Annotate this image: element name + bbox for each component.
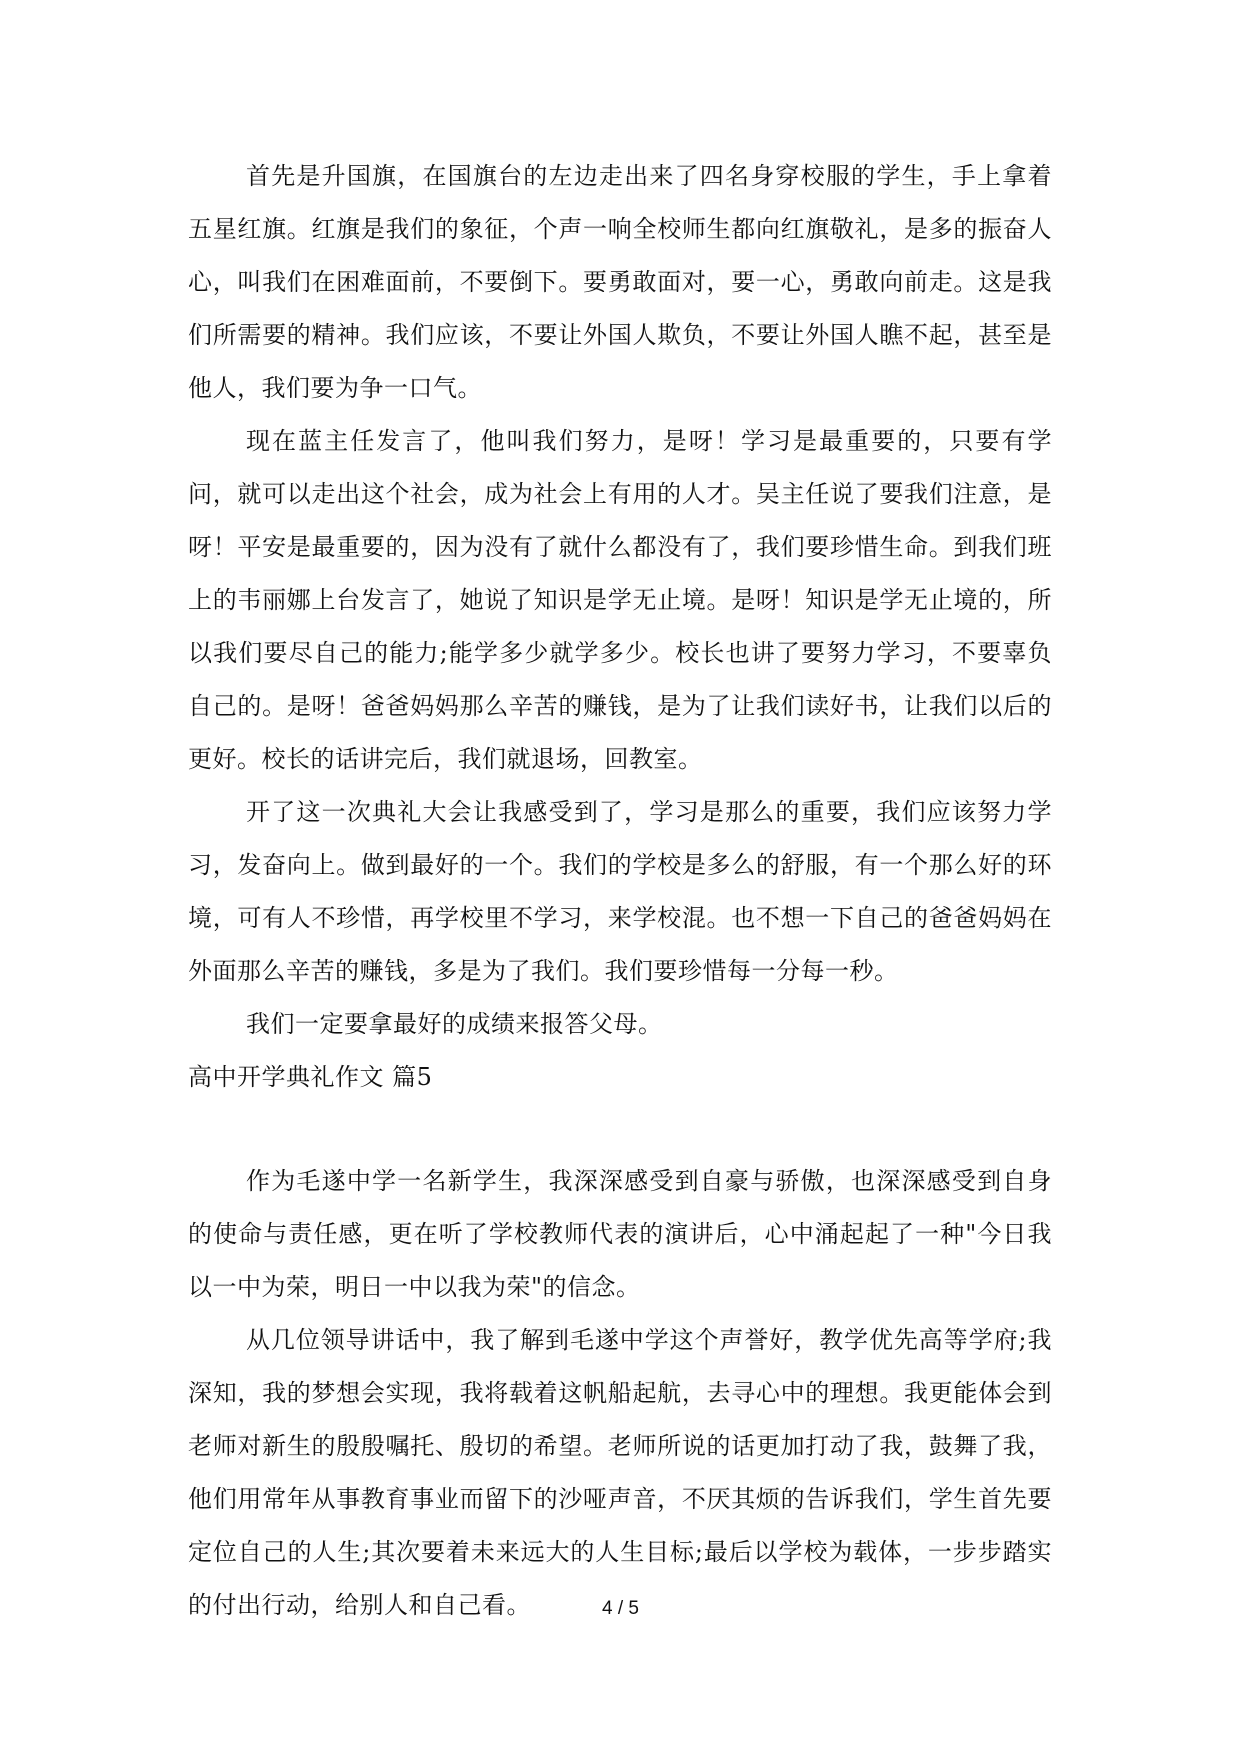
- page-number: 4 / 5: [602, 1598, 639, 1619]
- section-spacer: [188, 1104, 1052, 1155]
- document-body: [188, 150, 1052, 1632]
- paragraph: 现在蓝主任发言了，他叫我们努力，是呀！学习是最重要的，只要有学问，就可以走出这个社会，成为社会上有用的人才。吴主任说了要我们注意，是呀！平安是最重要的，因为没有了就什么都没有了，我们要珍惜生命。到我们班上的韦丽娜上台发言了，她说了知识是学无止境。是呀！知识是学无止境的，所以我们要尽自己的能力;能学多少就学多少。校长也讲了要努力学习，不要辜负自己的。是呀！爸爸妈妈那么辛苦的赚钱，是为了让我们读好书，让我们以后的更好。校长的话讲完后，我们就退场，回教室。: [188, 427, 1052, 773]
- paragraph: 作为毛遂中学一名新学生，我深深感受到自豪与骄傲，也深深感受到自身的使命与责任感，更在听了学校教师代表的演讲后，心中涌起起了一种"今日我以一中为荣，明日一中以我为荣"的信念。: [188, 1167, 1052, 1301]
- paragraph: 我们一定要拿最好的成绩来报答父母。: [246, 1010, 663, 1038]
- paragraph: 开了这一次典礼大会让我感受到了，学习是那么的重要，我们应该努力学习，发奋向上。做到最好的一个。我们的学校是多么的舒服，有一个那么好的环境，可有人不珍惜，再学校里不学习，来学校混。也不想一下自己的爸爸妈妈在外面那么辛苦的赚钱，多是为了我们。我们要珍惜每一分每一秒。: [188, 798, 1052, 985]
- section-heading: 高中开学典礼作文 篇5: [188, 1063, 433, 1091]
- paragraph: 从几位领导讲话中，我了解到毛遂中学这个声誉好，教学优先高等学府;我深知，我的梦想会实现，我将载着这帆船起航，去寻心中的理想。我更能体会到老师对新生的殷殷嘱托、殷切的希望。老师所说的话更加打动了我，鼓舞了我，他们用常年从事教育事业而留下的沙哑声音，不厌其烦的告诉我们，学生首先要定位自己的人生;其次要着未来远大的人生目标;最后以学校为载体，一步步踏实的付出行动，给别人和自己看。: [188, 1326, 1052, 1619]
- paragraph: 首先是升国旗，在国旗台的左边走出来了四名身穿校服的学生，手上拿着五星红旗。红旗是我们的象征，个声一响全校师生都向红旗敬礼，是多的振奋人心，叫我们在困难面前，不要倒下。要勇敢面对，要一心，勇敢向前走。这是我们所需要的精神。我们应该，不要让外国人欺负，不要让外国人瞧不起，甚至是他人，我们要为争一口气。: [188, 162, 1052, 402]
